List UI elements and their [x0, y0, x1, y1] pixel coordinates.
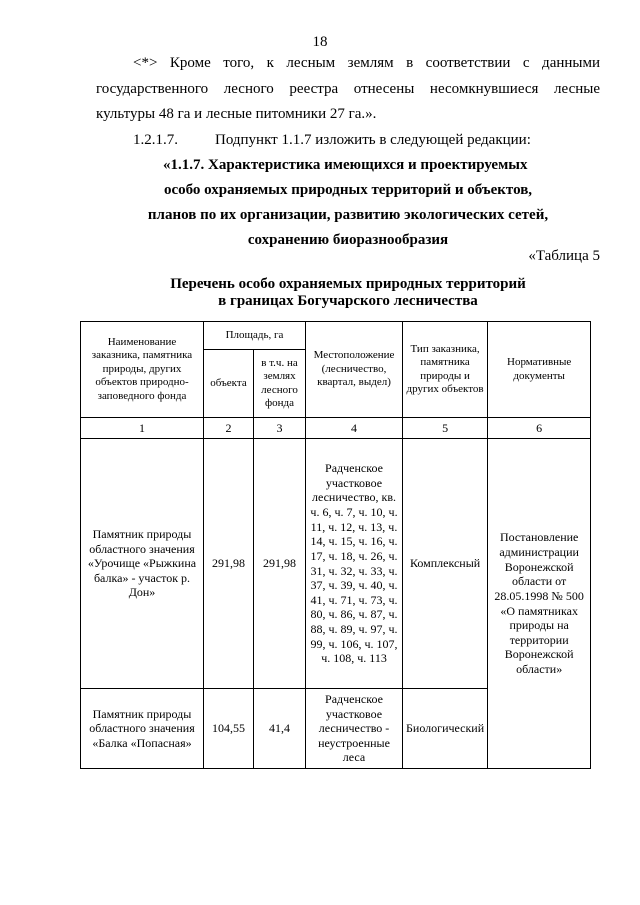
header-location: Местоположение (лесничество, квартал, выдел) — [306, 322, 403, 418]
footnote-line-2: государственного лесного реестра отнесены несомкнувшиеся лесные — [96, 81, 600, 97]
section-heading-line-1: «1.1.7. Характеристика имеющихся и проектируемых — [163, 157, 528, 173]
header-area: Площадь, га — [204, 322, 306, 350]
row-2-name: Памятник природы областного значения «Балка «Попасная» — [81, 689, 204, 769]
column-number: 4 — [306, 418, 403, 439]
row-1-area-object: 291,98 — [204, 439, 254, 689]
protected-territories-table — [80, 321, 591, 769]
footnote-line-1: <*> Кроме того, к лесным землям в соответствии с данными — [133, 55, 600, 71]
row-1-location: Радченское участковое лесничество, кв. ч. 6, ч. 7, ч. 10, ч. 11, ч. 12, ч. 13, ч. 14, ч. 15, ч. 16, ч. 17, ч. 18, ч. 26, ч. 31, ч. 32, ч. 33, ч. 37, ч. 39, ч. 40, ч. 41, ч. 71, ч. 73, ч. 80, ч. 86, ч. 87, ч. 88, ч. 89, ч. 97, ч. 99, ч. 106, ч. 107, ч. 108, ч. 113 — [306, 439, 403, 689]
shared-document-cell: Постановление администрации Воронежской области от 28.05.1998 № 500 «О памятниках природы на территории Воронежской области» — [488, 439, 591, 769]
section-heading-line-3: планов по их организации, развитию экологических сетей, — [147, 207, 549, 223]
subpoint-number: 1.2.1.7. — [133, 132, 178, 148]
column-number: 1 — [81, 418, 204, 439]
header-name: Наименование заказника, памятника природы, других объектов природно-заповедного фонда — [81, 322, 204, 418]
row-1-area-forest: 291,98 — [254, 439, 306, 689]
row-2-location: Радченское участковое лесничество - неустроенные леса — [306, 689, 403, 769]
section-heading-line-4: сохранению биоразнообразия — [247, 232, 449, 248]
table-row — [81, 439, 591, 689]
table-caption-line-2: в границах Богучарского лесничества — [218, 293, 478, 309]
row-1-name: Памятник природы областного значения «Урочище «Рыжкина балка» - участок р. Дон» — [81, 439, 204, 689]
section-heading-line-2: особо охраняемых природных территорий и объектов, — [163, 182, 533, 198]
page-number: 18 — [312, 34, 328, 50]
table-caption-line-1: Перечень особо охраняемых природных территорий — [170, 276, 526, 292]
row-2-type: Биологический — [403, 689, 488, 769]
column-number: 3 — [254, 418, 306, 439]
header-docs: Нормативные документы — [488, 322, 591, 418]
footnote-line-3: культуры 48 га и лесные питомники 27 га.». — [96, 106, 377, 122]
row-2-area-object: 104,55 — [204, 689, 254, 769]
header-area-forest: в т.ч. на землях лесного фонда — [254, 350, 306, 418]
column-number: 5 — [403, 418, 488, 439]
header-type: Тип заказника, памятника природы и других объектов — [403, 322, 488, 418]
header-area-object: объекта — [204, 350, 254, 418]
row-1-type: Комплексный — [403, 439, 488, 689]
row-2-area-forest: 41,4 — [254, 689, 306, 769]
column-number: 6 — [488, 418, 591, 439]
subpoint-text: Подпункт 1.1.7 изложить в следующей редакции: — [215, 132, 531, 148]
table-reference: «Таблица 5 — [528, 248, 600, 264]
column-number: 2 — [204, 418, 254, 439]
